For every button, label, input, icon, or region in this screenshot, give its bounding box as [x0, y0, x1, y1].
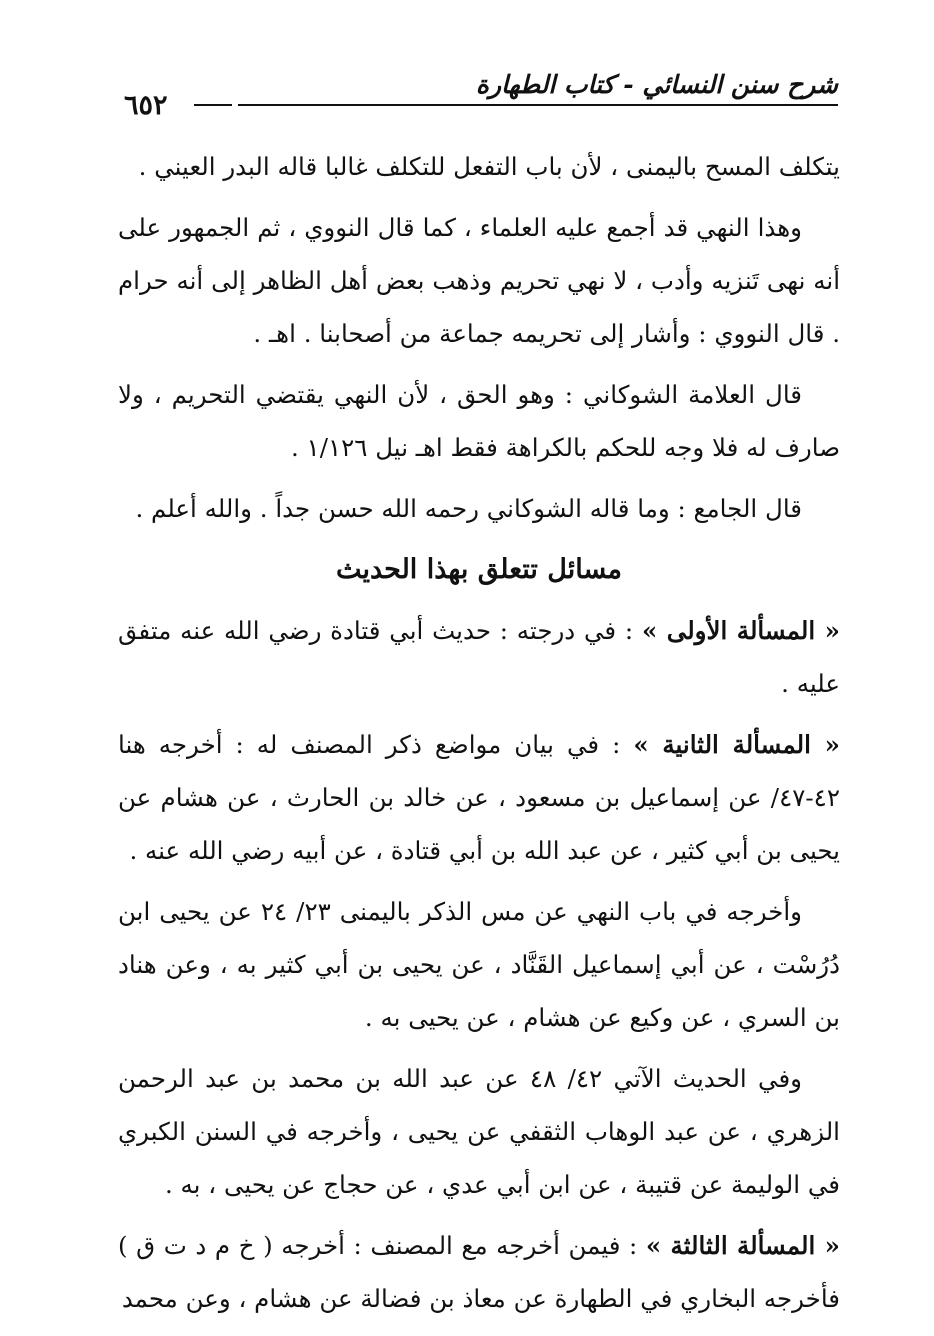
page-body [118, 140, 840, 1333]
paragraph: وهذا النهي قد أجمع عليه العلماء ، كما قال النووي ، ثم الجمهور على أنه نهى تَنزيه وأدب ، لا نهي تحريم وذهب بعض أهل الظاهر إلى أنه حرام . قال النووي : وأشار إلى تحريمه جماعة من أصحابنا . اهـ . [118, 213, 840, 348]
masala-label: « المسألة الثالثة » [645, 1231, 840, 1260]
masala-text: : فيمن أخرجه مع المصنف : أخرجه ( خ م د ت ق ) فأخرجه البخاري في الطهارة عن معاذ بن فضالة عن هشام ، وعن محمد [118, 1231, 840, 1313]
page-number-dash [194, 104, 232, 106]
masala-text: : في بيان مواضع ذكر المصنف له : أخرجه هنا ٤٢-٤٧/ عن إسماعيل بن مسعود ، عن خالد بن الحارث ، عن هشام عن يحيى بن أبي كثير ، عن عبد الله بن أبي قتادة ، عن أبيه رضي الله عنه . [118, 730, 840, 865]
paragraph: وأخرجه في باب النهي عن مس الذكر باليمنى ٢٣/ ٢٤ عن يحيى ابن دُرُسْت ، عن أبي إسماعيل القَنَّاد ، عن يحيى بن أبي كثير به ، وعن هناد بن السري ، عن وكيع عن هشام ، عن يحيى به . [118, 897, 840, 1032]
paragraph: يتكلف المسح باليمنى ، لأن باب التفعل للتكلف غالبا قاله البدر العيني . [138, 152, 840, 181]
section-heading: مسائل تتعلق بهذا الحديث [335, 554, 623, 585]
paragraph: وفي الحديث الآتي ٤٢/ ٤٨ عن عبد الله بن محمد بن عبد الرحمن الزهري ، عن عبد الوهاب الثقفي عن يحيى ، وأخرجه في السنن الكبري في الوليمة عن قتيبة ، عن ابن أبي عدي ، عن حجاج عن يحيى ، به . [118, 1064, 840, 1199]
masala-paragraph [118, 718, 840, 877]
paragraph: قال الجامع : وما قاله الشوكاني رحمه الله حسن جداً . والله أعلم . [135, 494, 802, 523]
masala-paragraph [118, 1219, 840, 1325]
masala-label: « المسألة الأولى » [641, 616, 840, 645]
page-header [118, 66, 838, 121]
paragraph: قال العلامة الشوكاني : وهو الحق ، لأن النهي يقتضي التحريم ، ولا صارف له فلا وجه للحكم بالكراهة فقط اهـ نيل ١/١٢٦ . [118, 380, 840, 462]
page-number: ٦٥٢ [118, 90, 174, 121]
running-title: شرح سنن النسائي - كتاب الطهارة [475, 70, 838, 99]
header-rule [238, 104, 838, 106]
masala-paragraph [118, 604, 840, 710]
masala-text: : في درجته : حديث أبي قتادة رضي الله عنه متفق عليه . [118, 616, 840, 698]
masala-label: « المسألة الثانية » [633, 730, 840, 759]
